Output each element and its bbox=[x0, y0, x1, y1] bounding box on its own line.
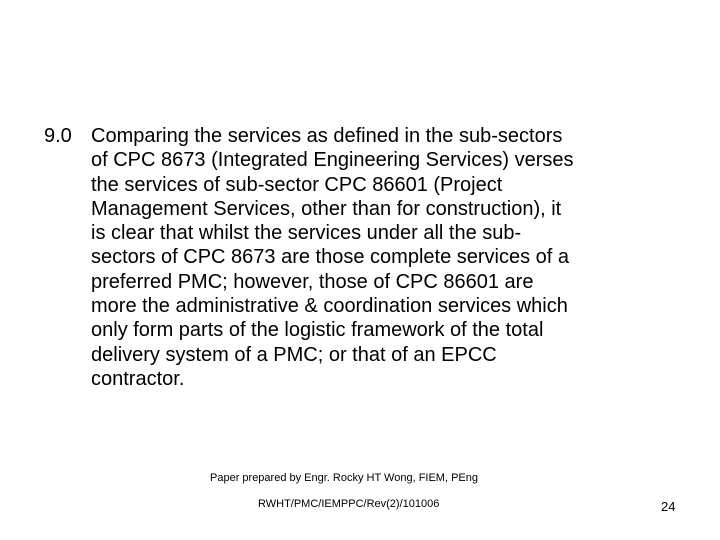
item-number: 9.0 bbox=[44, 125, 72, 147]
paragraph-line: only form parts of the logistic framework of the total bbox=[91, 319, 544, 342]
footer-author: Paper prepared by Engr. Rocky HT Wong, FIEM, PEng bbox=[210, 472, 478, 484]
paragraph-line: is clear that whilst the services under all the sub- bbox=[91, 222, 522, 245]
paragraph-line: Management Services, other than for construction), it bbox=[91, 197, 562, 220]
paragraph-line: delivery system of a PMC; or that of an EPCC bbox=[91, 343, 497, 366]
paragraph-line: of CPC 8673 (Integrated Engineering Services) verses bbox=[91, 149, 574, 172]
paragraph-line: Comparing the services as defined in the sub-sectors bbox=[91, 125, 563, 147]
paragraph-text bbox=[91, 124, 681, 391]
paragraph-line: the services of sub-sector CPC 86601 (Project bbox=[91, 173, 503, 196]
paragraph-line: more the administrative & coordination services which bbox=[91, 295, 568, 318]
page-number: 24 bbox=[661, 499, 676, 514]
paragraph-line: preferred PMC; however, those of CPC 86601 are bbox=[91, 270, 534, 293]
footer-reference: RWHT/PMC/IEMPPC/Rev(2)/101006 bbox=[258, 498, 440, 510]
paragraph-line: sectors of CPC 8673 are those complete services of a bbox=[91, 246, 570, 269]
paragraph-line: contractor. bbox=[91, 367, 185, 390]
